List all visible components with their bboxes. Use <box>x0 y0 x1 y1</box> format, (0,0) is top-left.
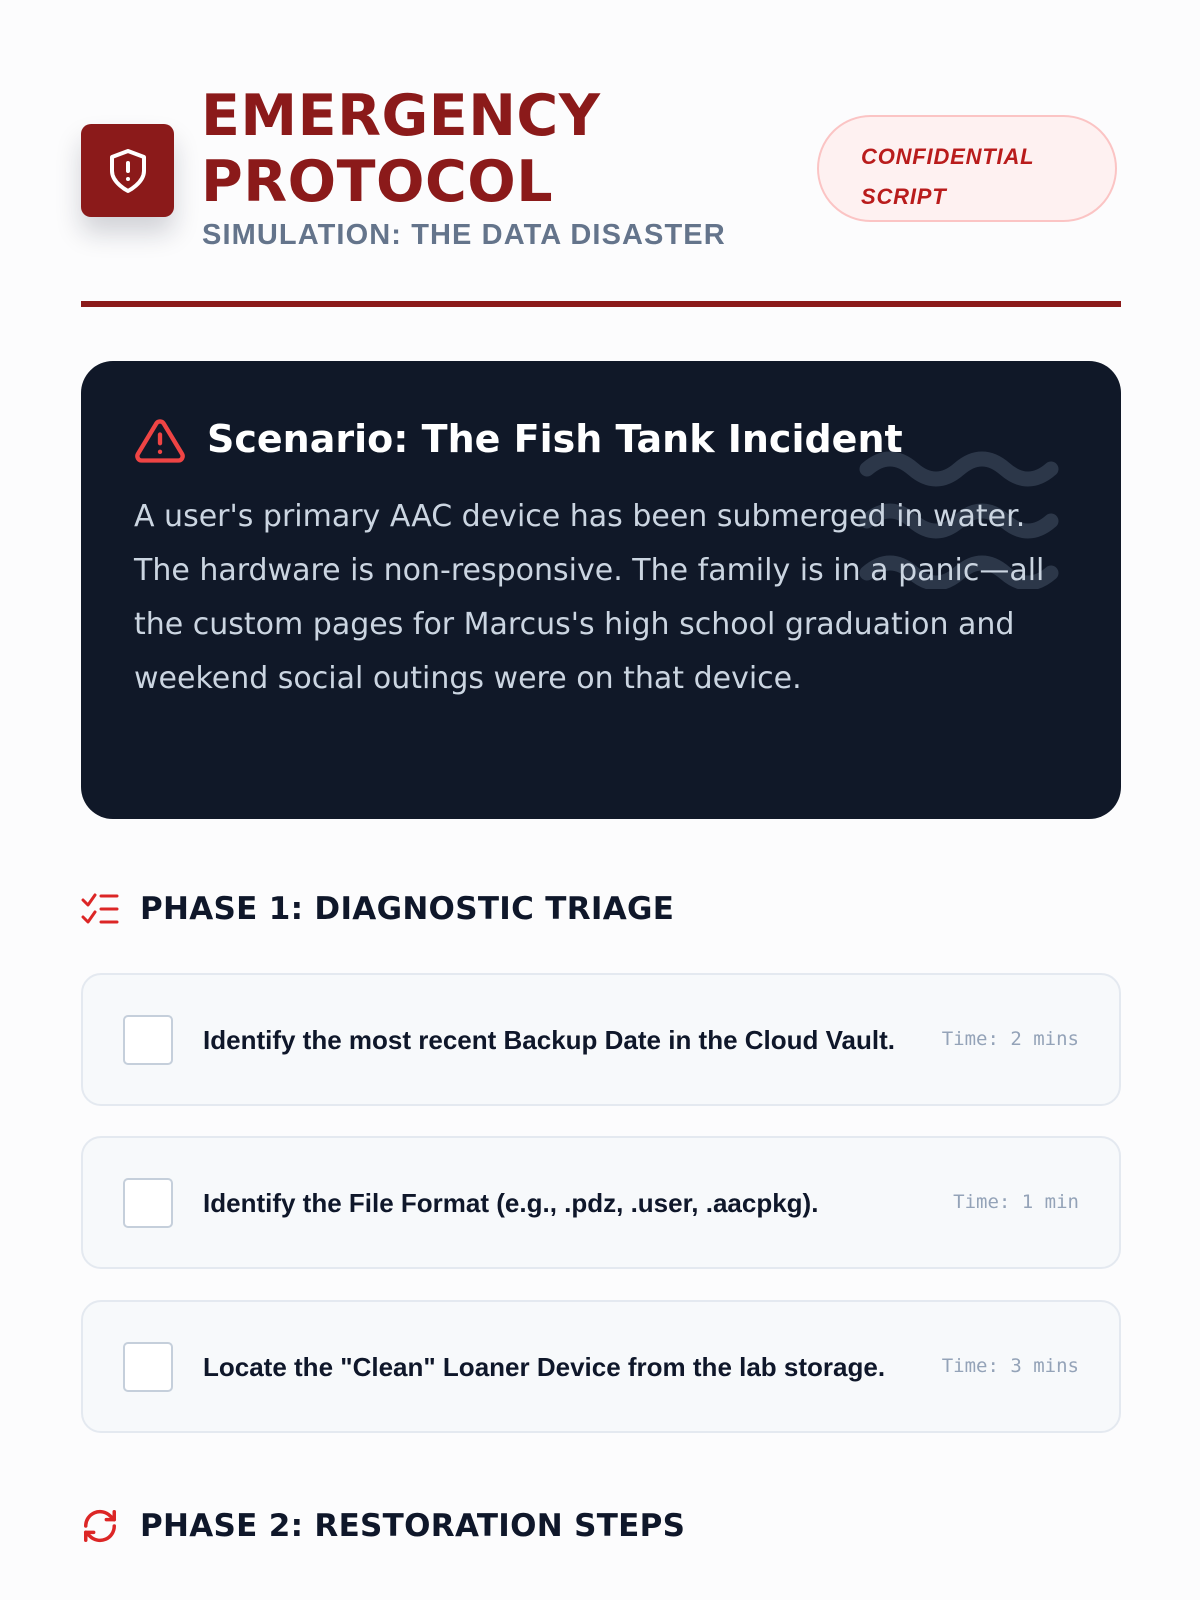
phase-2-heading <box>81 1502 685 1550</box>
phase-1-title: PHASE 1: DIAGNOSTIC TRIAGE <box>140 891 675 927</box>
task-label: Identify the most recent Backup Date in the Cloud Vault. <box>203 1025 895 1055</box>
task-time-estimate: Time: 3 mins <box>941 1355 1079 1377</box>
confidential-badge-line-2: SCRIPT <box>861 184 947 209</box>
confidential-badge-line-1: CONFIDENTIAL <box>861 144 1035 169</box>
page-subtitle: SIMULATION: THE DATA DISASTER <box>202 219 726 251</box>
warning-triangle-icon <box>134 417 186 470</box>
phase-2-title: PHASE 2: RESTORATION STEPS <box>140 1508 686 1544</box>
scenario-title: Scenario: The Fish Tank Incident <box>207 417 903 461</box>
task-time-estimate: Time: 1 min <box>953 1191 1079 1213</box>
shield-alert-icon <box>104 147 152 195</box>
task-label: Identify the File Format (e.g., .pdz, .user, .aacpkg). <box>203 1188 819 1218</box>
task-checkbox[interactable] <box>123 1015 173 1065</box>
scenario-description: A user's primary AAC device has been submerged in water. The hardware is non-responsive. The family is in a panic—all the custom pages for Marcus's high school graduation and weekend social outings were on that device. <box>134 499 1045 696</box>
task-checkbox[interactable] <box>123 1342 173 1392</box>
task-label: Locate the "Clean" Loaner Device from the lab storage. <box>203 1352 886 1382</box>
scenario-card <box>81 361 1121 819</box>
phase-1-heading <box>81 885 674 933</box>
task-item-backup-date[interactable] <box>81 973 1121 1106</box>
page-title-line-2: PROTOCOL <box>201 149 554 215</box>
logo <box>81 124 174 217</box>
refresh-icon <box>81 1506 121 1546</box>
checklist-icon <box>81 889 121 929</box>
confidential-badge <box>817 115 1117 222</box>
task-time-estimate: Time: 2 mins <box>941 1028 1079 1050</box>
header-divider <box>81 301 1121 307</box>
task-checkbox[interactable] <box>123 1178 173 1228</box>
task-item-loaner-device[interactable] <box>81 1300 1121 1433</box>
task-item-file-format[interactable] <box>81 1136 1121 1269</box>
page-title-line-1: EMERGENCY <box>201 83 601 149</box>
header <box>81 83 1121 266</box>
